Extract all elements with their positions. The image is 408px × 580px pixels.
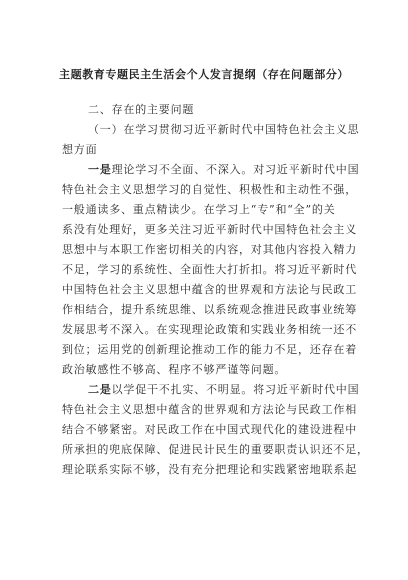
paragraph-1-line: 作相结合，提升系统思维、以系统观念推进民政事业统筹 [62,303,357,316]
paragraph-1-line: 一般通读多、重点精读少。在学习上“专”和“全”的关 [62,203,336,216]
paragraph-1-line: 系没有处理好，更多关注习近平新时代中国特色社会主义 [62,223,357,236]
subsection-heading-line-1: （一）在学习贯彻习近平新时代中国特色社会主义思 [88,123,360,136]
paragraph-1-line-1: 一是理论学习不全面、不深入。对习近平新时代中国 [88,163,360,176]
document-title: 主题教育专题民主生活会个人发言提纲（存在问题部分） [59,68,349,81]
paragraph-1-line: 政治敏感性不够高、程序不够严谨等问题。 [62,363,287,376]
paragraph-1-line: 不足，学习的系统性、全面性大打折扣。将习近平新时代 [62,263,357,276]
paragraph-1-line: 思想中与本职工作密切相关的内容，对其他内容投入精力 [62,243,357,256]
paragraph-1-line: 发展思考不深入。在实现理论政策和实践业务相统一还不 [62,323,357,336]
paragraph-2-line: 结合不够紧密。对民政工作在中国式现代化的建设进程中 [62,423,357,436]
paragraph-2-lead: 二是 [88,383,112,396]
paragraph-1-line: 特色社会主义思想学习的自觉性、积极性和主动性不强， [62,183,357,196]
paragraph-2-line: 特色社会主义思想中蕴含的世界观和方法论与民政工作相 [62,403,357,416]
paragraph-1-line: 中国特色社会主义思想中蕴含的世界观和方法论与民政工 [62,283,357,296]
section-heading: 二、存在的主要问题 [88,103,195,116]
paragraph-2-line: 所承担的兜底保障、促进民计民生的重要职责认识还不足， [62,443,369,456]
paragraph-1-line: 到位；运用党的创新理论推动工作的能力不足，还存在着 [62,343,357,356]
paragraph-1-lead: 一是 [88,163,112,176]
subsection-heading-line-2: 想方面 [62,143,98,156]
paragraph-2-line-1: 二是以学促干不扎实、不明显。将习近平新时代中国 [88,383,360,396]
paragraph-2-line: 理论联系实际不够，没有充分把理论和实践紧密地联系起 [62,463,357,476]
